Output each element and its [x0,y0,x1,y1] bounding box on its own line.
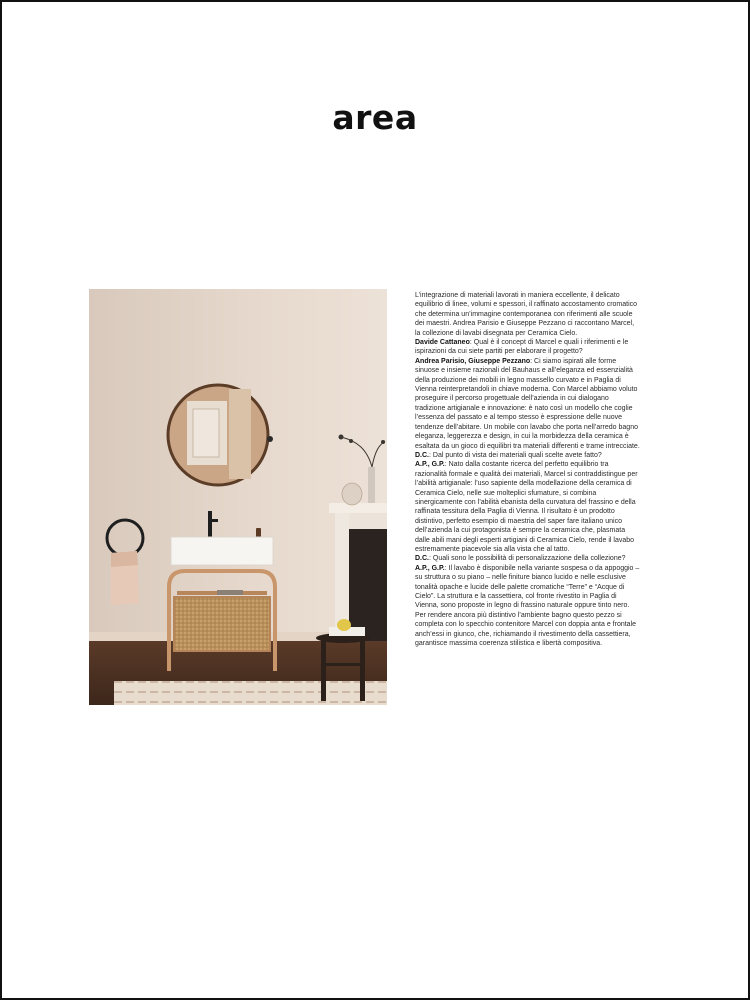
article-answer: A.P., G.P.: Il lavabo è disponibile nella variante sospesa o da appoggio – su struttura o su piano – nelle finiture bianco lucido e nelle esclusive tonalità opache e lucide delle palette cromatiche “Terre” e “Acque di Cielo”. La struttura e la cassettiera, col fronte rivestito in Paglia di Vienna, sono proposte in legno di frassino naturale oppure tinto nero. Per rendere ancora più distintivo l’ambiente bagno questo pezzo si completa con lo specchio contenitore Marcel con doppia anta e frontale anch’essi in giunco, che, richiamando il rivestimento della cassettiera, garantisce massima coerenza stilistica e libertà compositiva. [415,564,640,648]
speaker-label: A.P., G.P. [415,564,445,572]
article-question: D.C.: Quali sono le possibilità di personalizzazione della collezione? [415,555,626,563]
area-logo: area [332,98,418,137]
product-photo [89,289,387,705]
article-intro: L’integrazione di materiali lavorati in maniera eccellente, il delicato equilibrio di linee, volumi e spessori, il raffinato accostamento cromatico che determina un’immagine contemporanea con riferimenti alle scuole dei maestri. Andrea Parisio e Giuseppe Pezzano ci raccontano Marcel, la collezione di lavabi disegnata per Ceramica Cielo. [415,292,638,337]
interview-article [415,291,641,648]
article-answer: Andrea Parisio, Giuseppe Pezzano: Ci siamo ispirati alle forme sinuose e insieme razionali del Bauhaus e all’eleganza ed essenzialità della produzione dei mobili in legno massello curvato e in Paglia di Vienna reinterpretandoli in chiave moderna. Con Marcel abbiamo voluto proseguire il percorso progettuale dell’azienda in cui dialogano tradizione artigianale e innovazione: è nato così un modello che coglie l’essenza del passato e al tempo stesso è espressione delle nuove tendenze dell’abitare. Un mobile con lavabo che porta nell’arredo bagno eleganza, leggerezza e design, in cui la morbidezza della ceramica è esaltata da un gioco di equilibri tra materiali differenti e trame intrecciate. [415,357,640,450]
article-answer: A.P., G.P.: Nato dalla costante ricerca del perfetto equilibrio tra razionalità formale e qualità dei materiali, Marcel si contraddistingue per l’abilità artigianale: l’uso sapiente della modellazione della ceramica di Ceramica Cielo, nelle sue molteplici sfumature, si combina sinergicamente con l’abilità ebanista della curvatura del frassino e della raffinata tessitura della Paglia di Vienna. Il risultato è un prodotto distintivo, perfetto esempio di maestria del saper fare italiano unico dell’azienda la cui protagonista è sempre la ceramica che, plasmata dalle abili mani degli esperti artigiani di Ceramica Cielo, rende il lavabo estremamente piacevole sia alla vista che al tatto. [415,461,638,553]
washbasin [171,537,273,565]
rug [114,681,387,705]
article-question: Davide Cattaneo: Qual è il concept di Marcel e quali i riferimenti e le ispirazioni da cui siete partiti per elaborare il progetto? [415,339,629,356]
speaker-label: D.C. [415,451,429,459]
fireplace [329,503,387,641]
speaker-label: Davide Cattaneo [415,339,470,347]
speaker-label: D.C. [415,555,429,563]
speaker-label: A.P., G.P. [415,461,445,469]
speaker-label: Andrea Parisio, Giuseppe Pezzano [415,357,531,365]
article-question: D.C.: Dal punto di vista dei materiali quali scelte avete fatto? [415,451,602,459]
